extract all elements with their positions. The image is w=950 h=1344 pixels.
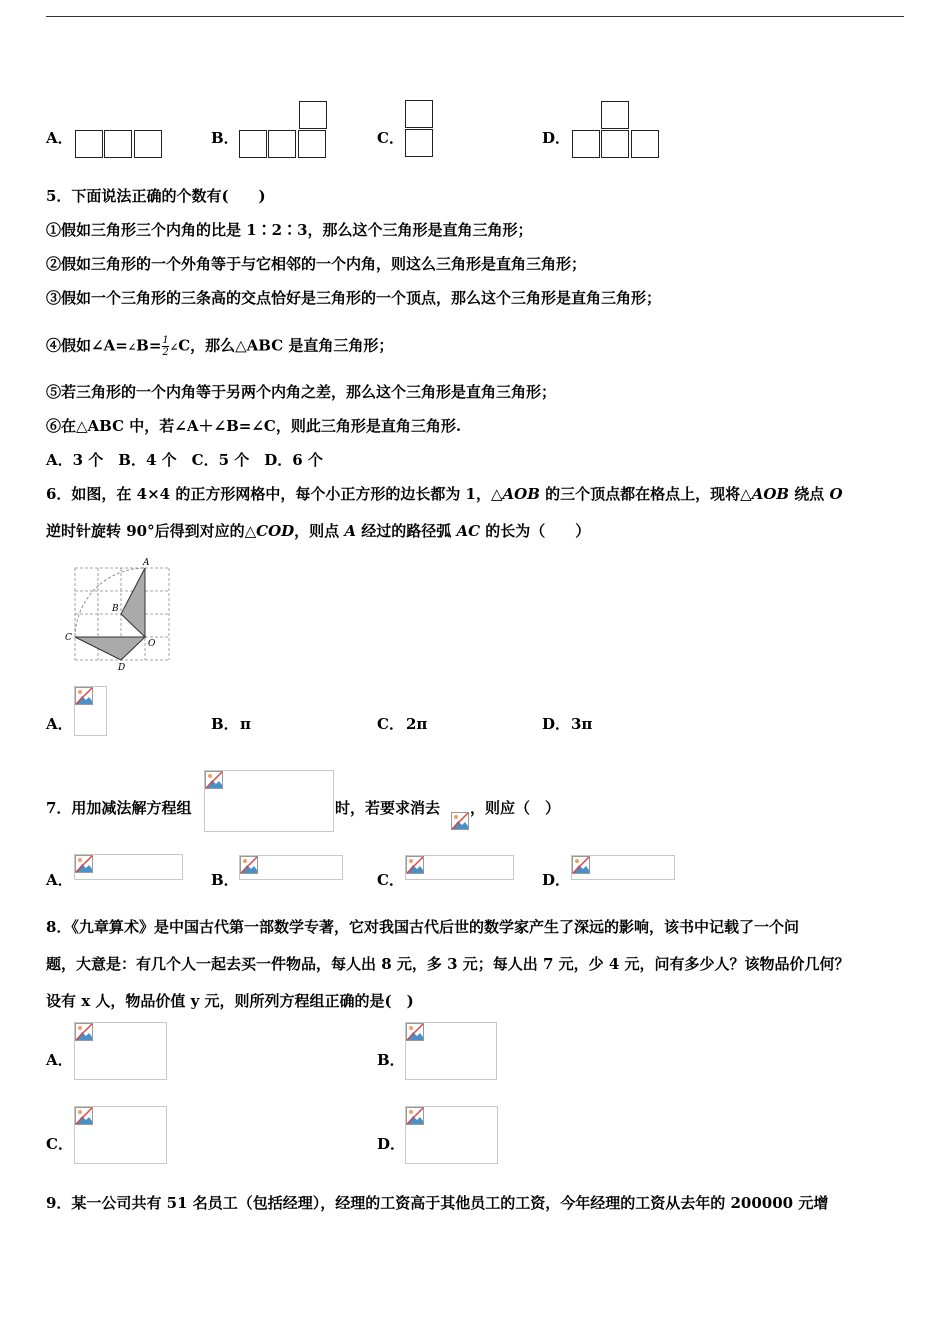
q6-line-1: 6．如图，在 4×4 的正方形网格中，每个小正方形的边长都为 1，△AOB 的三个顶点都在格点上，现将△AOB 绕点 O: [46, 485, 843, 503]
top-rule: [46, 16, 904, 17]
q7-variable-image: [451, 812, 469, 830]
q5-answers: A．3 个 B．4 个 C．5 个 D．6 个: [46, 451, 323, 469]
broken-image-icon: [75, 855, 93, 873]
q5-statement-6: ⑥在△ABC 中，若∠A＋∠B=∠C，则此三角形是直角三角形.: [46, 417, 462, 435]
broken-image-icon: [406, 1107, 424, 1125]
broken-image-icon: [406, 1023, 424, 1041]
q4-option-a-label: A．: [46, 129, 73, 147]
q6-label-o: O: [148, 639, 156, 649]
q6-option-d-value: 3π: [571, 715, 593, 733]
q6-label-b: B: [112, 604, 119, 614]
broken-image-icon: [75, 1023, 93, 1041]
q7-text-mid: 时，若要求消去: [335, 799, 441, 817]
q4-option-b-label: B．: [211, 129, 239, 147]
q7-option-d-image: [571, 855, 675, 880]
q5-statement-1: ①假如三角形三个内角的比是 1∶2∶3，那么这个三角形是直角三角形；: [46, 221, 533, 239]
q7-option-b-image: [239, 855, 343, 880]
q7-option-b-label: B．: [211, 871, 239, 889]
q4-option-c-label: C．: [377, 129, 404, 147]
broken-image-icon: [240, 856, 258, 874]
q8-option-b-image: [405, 1022, 497, 1080]
q7-option-d-label: D．: [542, 871, 571, 889]
q8-option-a-label: A．: [46, 1051, 73, 1069]
broken-image-icon: [75, 687, 93, 705]
broken-image-icon: [572, 856, 590, 874]
q6-option-a-image: [74, 686, 107, 736]
q5-statement-4: ④假如∠A=∠B= $\frac{1}{2}$ ∠C，那么△ABC 是直角三角形；: [46, 335, 394, 358]
q7-equation-system-image: [204, 770, 334, 832]
q6-option-c-value: 2π: [406, 715, 428, 733]
q8-line-1: 8．《九章算术》是中国古代第一部数学专著，它对我国古代后世的数学家产生了深远的影响，该书中记载了一个问: [46, 918, 799, 936]
broken-image-icon: [205, 771, 223, 789]
q6-option-b-label: B．: [211, 715, 239, 733]
q8-option-b-label: B．: [377, 1051, 405, 1069]
q6-grid-figure: [62, 555, 177, 673]
q4-option-d-label: D．: [542, 129, 571, 147]
q6-option-b-value: π: [240, 715, 251, 733]
q7-option-c-label: C．: [377, 871, 404, 889]
broken-image-icon: [75, 1107, 93, 1125]
q5-statement-5: ⑤若三角形的一个内角等于另两个内角之差，那么这个三角形是直角三角形；: [46, 383, 557, 401]
q8-option-c-image: [74, 1106, 167, 1164]
q8-option-d-label: D．: [377, 1135, 406, 1153]
q5-stem: 5．下面说法正确的个数有( ): [46, 187, 266, 205]
q6-label-a: A: [143, 558, 150, 568]
q9-line-1: 9．某一公司共有 51 名员工（包括经理），经理的工资高于其他员工的工资，今年经理的工资从去年的 200000 元增: [46, 1194, 829, 1212]
q5-statement-2: ②假如三角形的一个外角等于与它相邻的一个内角，则这么三角形是直角三角形；: [46, 255, 587, 273]
q6-option-a-label: A．: [46, 715, 73, 733]
q6-option-d-label: D．: [542, 715, 571, 733]
q7-text-pre: 7．用加减法解方程组: [46, 799, 192, 817]
broken-image-icon: [406, 856, 424, 874]
broken-image-icon: [451, 812, 469, 830]
q5-statement-3: ③假如一个三角形的三条高的交点恰好是三角形的一个顶点，那么这个三角形是直角三角形；: [46, 289, 662, 307]
q8-option-d-image: [405, 1106, 498, 1164]
q6-line-2: 逆时针旋转 90°后得到对应的△COD，则点 A 经过的路径弧 AC 的长为（ ）: [46, 522, 591, 540]
q6-label-c: C: [65, 633, 72, 643]
q7-option-a-label: A．: [46, 871, 73, 889]
q7-option-a-image: [74, 854, 183, 880]
q6-option-c-label: C．: [377, 715, 404, 733]
q8-option-c-label: C．: [46, 1135, 73, 1153]
q8-line-3: 设有 x 人，物品价值 y 元，则所列方程组正确的是( ): [46, 992, 414, 1010]
q7-option-c-image: [405, 855, 514, 880]
q8-option-a-image: [74, 1022, 167, 1080]
q8-line-2: 题，大意是：有几个人一起去买一件物品，每人出 8 元，多 3 元；每人出 7 元，少 4 元，问有多少人？该物品价几何？: [46, 955, 850, 973]
q6-label-d: D: [118, 663, 126, 673]
q7-text-post: ，则应（ ）: [470, 799, 561, 817]
